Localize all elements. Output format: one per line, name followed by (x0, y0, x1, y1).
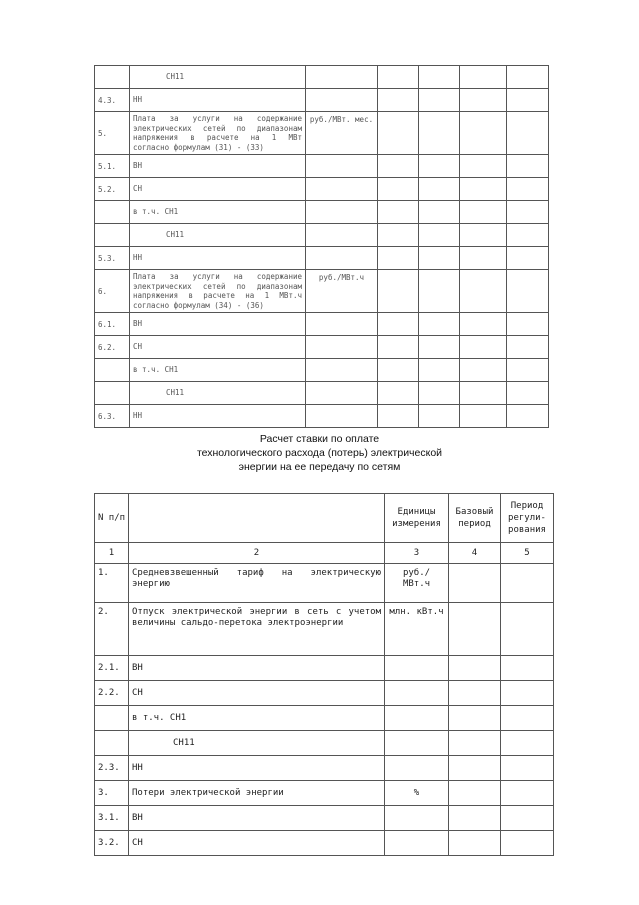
row-number: 6. (95, 270, 130, 313)
row-name: СН11 (130, 382, 306, 405)
col-number: 2 (129, 543, 385, 564)
value-cell (378, 201, 419, 224)
value-cell (507, 112, 549, 155)
heading-line-2: технологического расхода (потерь) электрической (196, 447, 443, 459)
row-unit (385, 731, 449, 756)
value-cell (460, 270, 507, 313)
row-unit (306, 89, 378, 112)
base-period-cell (449, 656, 501, 681)
value-cell (419, 313, 460, 336)
column-number-row (95, 543, 554, 564)
value-cell (378, 270, 419, 313)
value-cell (460, 112, 507, 155)
col-number: 1 (95, 543, 129, 564)
row-unit: руб./ МВт.ч (385, 564, 449, 603)
row-unit (385, 706, 449, 731)
row-unit (385, 831, 449, 856)
row-name: Потери электрической энергии (129, 781, 385, 806)
row-name: СН (130, 178, 306, 201)
value-cell (507, 336, 549, 359)
row-unit: % (385, 781, 449, 806)
table-row (95, 806, 554, 831)
row-name: НН (130, 89, 306, 112)
base-period-cell (449, 564, 501, 603)
value-cell (460, 224, 507, 247)
value-cell (378, 336, 419, 359)
regulation-period-cell (501, 564, 554, 603)
table-row (95, 178, 549, 201)
header-num: N п/п (95, 494, 129, 543)
value-cell (378, 247, 419, 270)
row-unit (306, 382, 378, 405)
table-row (95, 66, 549, 89)
row-number: 5. (95, 112, 130, 155)
value-cell (507, 359, 549, 382)
table-row (95, 247, 549, 270)
regulation-period-cell (501, 731, 554, 756)
table-row (95, 756, 554, 781)
row-name: Отпуск электрической энергии в сеть с учетом величины сальдо-перетока электроэнергии (129, 603, 385, 656)
table-row (95, 603, 554, 656)
row-number (95, 66, 130, 89)
value-cell (460, 359, 507, 382)
table-row (95, 405, 549, 428)
row-number: 1. (95, 564, 129, 603)
table-row (95, 89, 549, 112)
table-row (95, 382, 549, 405)
row-name: ВН (129, 656, 385, 681)
col-number: 4 (449, 543, 501, 564)
row-unit: млн. кВт.ч (385, 603, 449, 656)
upper-table-body (95, 66, 549, 428)
table-row (95, 831, 554, 856)
row-name: ВН (129, 806, 385, 831)
value-cell (460, 155, 507, 178)
value-cell (419, 201, 460, 224)
regulation-period-cell (501, 656, 554, 681)
row-name: НН (130, 405, 306, 428)
loss-rate-table (94, 493, 554, 856)
value-cell (419, 382, 460, 405)
regulation-period-cell (501, 831, 554, 856)
value-cell (419, 224, 460, 247)
value-cell (507, 89, 549, 112)
regulation-period-cell (501, 756, 554, 781)
table-row (95, 201, 549, 224)
row-name: Средневзвешенный тариф на электрическую энергию (129, 564, 385, 603)
row-number (95, 359, 130, 382)
row-unit (385, 656, 449, 681)
value-cell (507, 270, 549, 313)
base-period-cell (449, 681, 501, 706)
row-unit (306, 247, 378, 270)
value-cell (378, 155, 419, 178)
row-unit (306, 405, 378, 428)
row-name: СН11 (130, 66, 306, 89)
row-number: 2.1. (95, 656, 129, 681)
row-unit (306, 313, 378, 336)
regulation-period-cell (501, 603, 554, 656)
base-period-cell (449, 603, 501, 656)
row-number (95, 731, 129, 756)
value-cell (507, 178, 549, 201)
value-cell (419, 112, 460, 155)
section-heading (0, 432, 639, 474)
value-cell (460, 66, 507, 89)
value-cell (507, 201, 549, 224)
base-period-cell (449, 831, 501, 856)
table-row (95, 564, 554, 603)
row-name: НН (130, 247, 306, 270)
value-cell (378, 359, 419, 382)
value-cell (378, 178, 419, 201)
table-row (95, 270, 549, 313)
table-row (95, 359, 549, 382)
heading-line-3: энергии на ее передачу по сетям (238, 461, 401, 473)
row-number (95, 201, 130, 224)
table-row (95, 112, 549, 155)
table-row (95, 706, 554, 731)
row-name: ВН (130, 313, 306, 336)
row-number: 6.1. (95, 313, 130, 336)
table-row (95, 224, 549, 247)
table-row (95, 781, 554, 806)
row-name: Плата за услуги на содержание электрических сетей по диапазонам напряжения в расчете на 1 МВт согласно формулам (31) - (33) (130, 112, 306, 155)
table-row (95, 313, 549, 336)
col-number: 3 (385, 543, 449, 564)
value-cell (460, 201, 507, 224)
value-cell (507, 66, 549, 89)
value-cell (460, 89, 507, 112)
value-cell (419, 155, 460, 178)
row-name: СН (129, 831, 385, 856)
base-period-cell (449, 781, 501, 806)
value-cell (419, 359, 460, 382)
row-unit (306, 224, 378, 247)
row-number: 5.3. (95, 247, 130, 270)
table-row (95, 155, 549, 178)
table-row (95, 336, 549, 359)
value-cell (378, 66, 419, 89)
row-name: в т.ч. СН1 (129, 706, 385, 731)
value-cell (507, 224, 549, 247)
value-cell (507, 405, 549, 428)
value-cell (378, 224, 419, 247)
table-header-row (95, 494, 554, 543)
table-row (95, 656, 554, 681)
heading-line-1: Расчет ставки по оплате (259, 433, 380, 445)
row-name: СН11 (130, 224, 306, 247)
table-row (95, 731, 554, 756)
row-number (95, 706, 129, 731)
row-unit (306, 66, 378, 89)
value-cell (378, 382, 419, 405)
row-name: СН11 (129, 731, 385, 756)
row-name: СН (129, 681, 385, 706)
row-unit (385, 806, 449, 831)
row-number: 3.1. (95, 806, 129, 831)
header-regulation-period: Период регули- рования (501, 494, 554, 543)
value-cell (419, 336, 460, 359)
value-cell (460, 382, 507, 405)
value-cell (378, 313, 419, 336)
row-number: 6.2. (95, 336, 130, 359)
row-number: 2.3. (95, 756, 129, 781)
base-period-cell (449, 756, 501, 781)
row-unit (385, 756, 449, 781)
value-cell (419, 89, 460, 112)
header-name (129, 494, 385, 543)
value-cell (378, 112, 419, 155)
row-number: 5.2. (95, 178, 130, 201)
row-name: Плата за услуги на содержание электрических сетей по диапазонам напряжения в расчете на 1 МВт.ч согласно формулам (34) - (36) (130, 270, 306, 313)
value-cell (460, 247, 507, 270)
row-unit (306, 155, 378, 178)
row-unit (306, 178, 378, 201)
regulation-period-cell (501, 781, 554, 806)
row-name: в т.ч. СН1 (130, 201, 306, 224)
lower-table-body (95, 494, 554, 856)
row-number (95, 382, 130, 405)
value-cell (507, 313, 549, 336)
row-unit: руб./МВт. мес. (306, 112, 378, 155)
tariff-table-continued (94, 65, 549, 428)
row-name: СН (130, 336, 306, 359)
row-number: 3.2. (95, 831, 129, 856)
value-cell (378, 405, 419, 428)
regulation-period-cell (501, 806, 554, 831)
value-cell (419, 66, 460, 89)
row-unit (306, 201, 378, 224)
base-period-cell (449, 806, 501, 831)
value-cell (507, 382, 549, 405)
header-unit: Единицы измерения (385, 494, 449, 543)
value-cell (419, 270, 460, 313)
row-unit (306, 336, 378, 359)
value-cell (507, 155, 549, 178)
value-cell (460, 178, 507, 201)
row-name: ВН (130, 155, 306, 178)
row-number: 4.3. (95, 89, 130, 112)
header-base-period: Базовый период (449, 494, 501, 543)
row-number: 5.1. (95, 155, 130, 178)
value-cell (419, 405, 460, 428)
col-number: 5 (501, 543, 554, 564)
base-period-cell (449, 706, 501, 731)
row-number: 6.3. (95, 405, 130, 428)
row-number: 3. (95, 781, 129, 806)
row-unit (306, 359, 378, 382)
row-number (95, 224, 130, 247)
value-cell (460, 405, 507, 428)
regulation-period-cell (501, 706, 554, 731)
table-row (95, 681, 554, 706)
base-period-cell (449, 731, 501, 756)
row-name: НН (129, 756, 385, 781)
value-cell (460, 313, 507, 336)
row-name: в т.ч. СН1 (130, 359, 306, 382)
value-cell (460, 336, 507, 359)
row-number: 2. (95, 603, 129, 656)
row-unit (385, 681, 449, 706)
value-cell (419, 247, 460, 270)
value-cell (419, 178, 460, 201)
value-cell (378, 89, 419, 112)
value-cell (507, 247, 549, 270)
row-number: 2.2. (95, 681, 129, 706)
row-unit: руб./МВт.ч (306, 270, 378, 313)
regulation-period-cell (501, 681, 554, 706)
